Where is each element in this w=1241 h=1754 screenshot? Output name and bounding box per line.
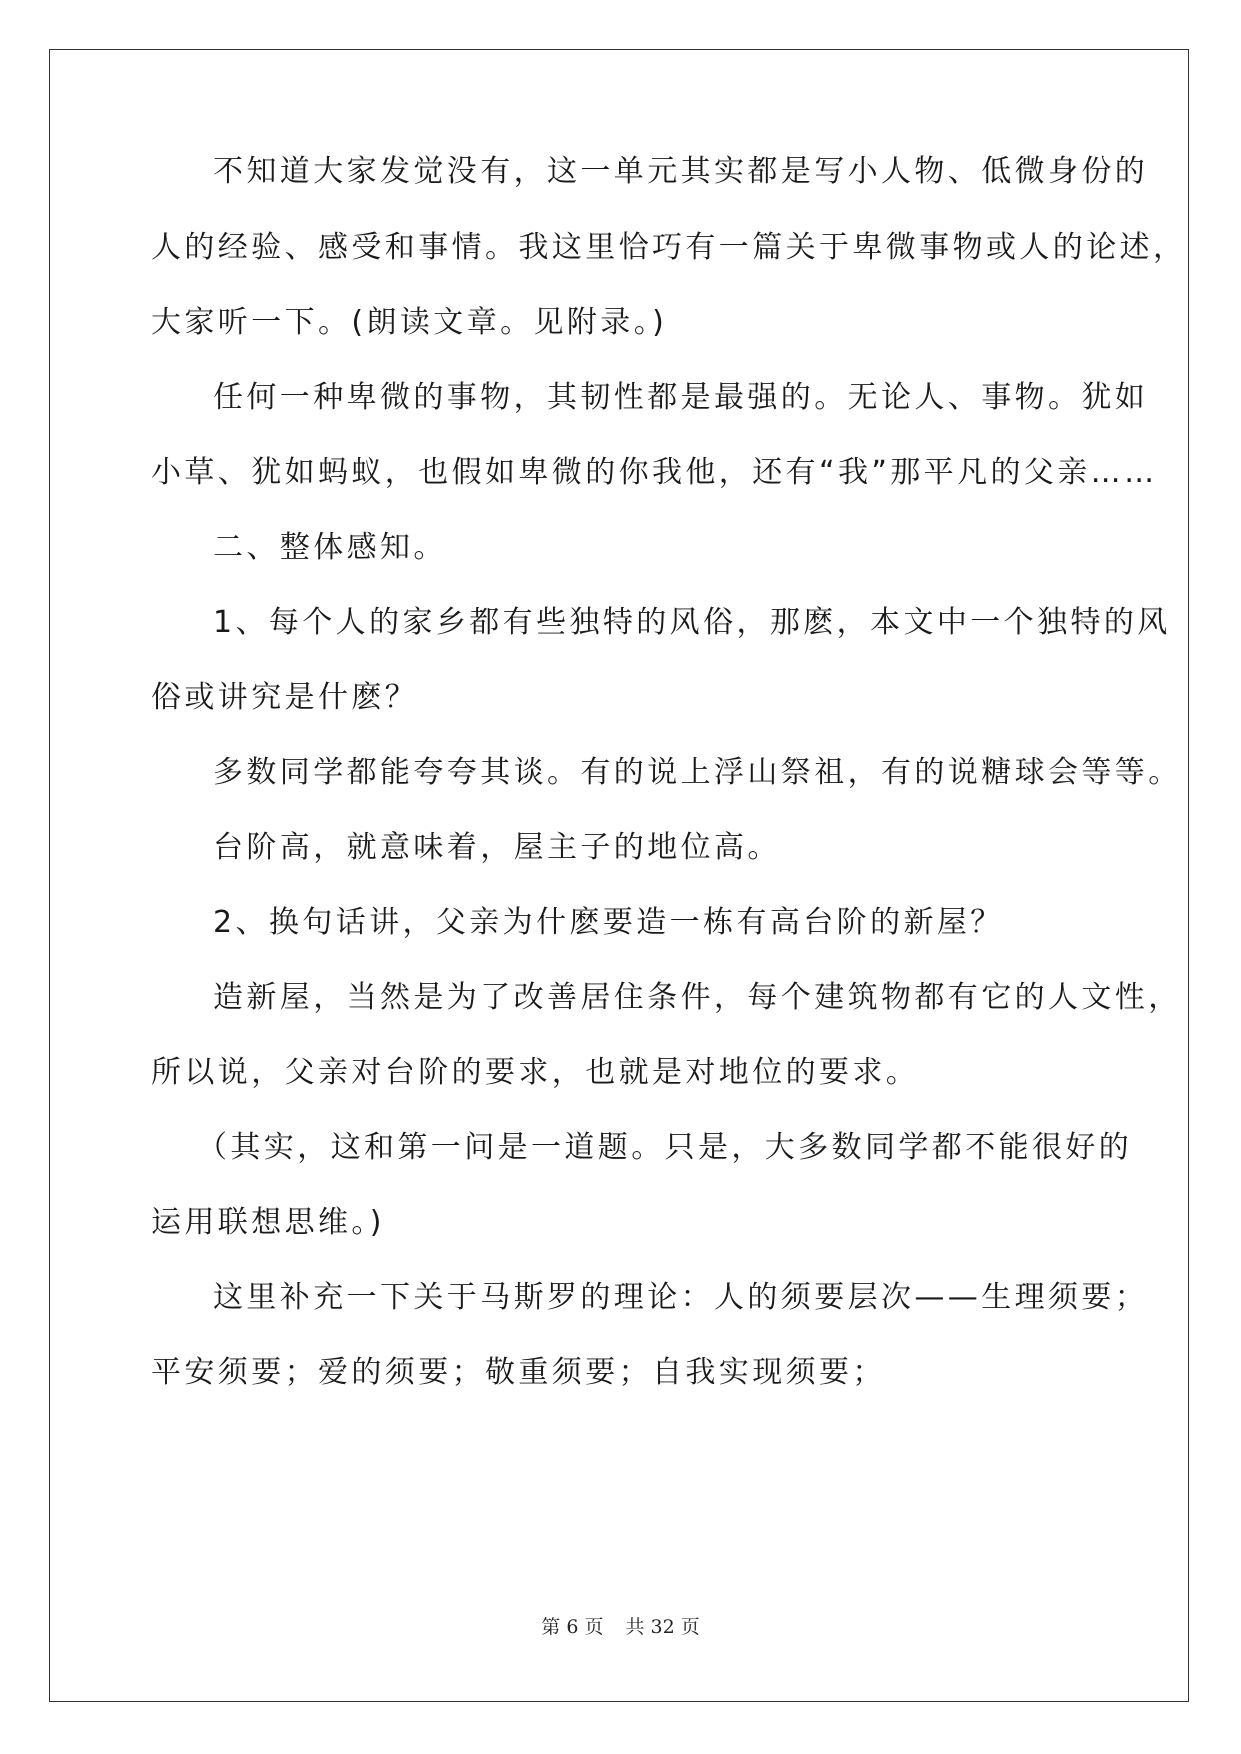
text-line: 俗或讲究是什麽？ [151, 680, 419, 715]
page-footer [0, 1615, 1241, 1639]
text-line: 造新屋，当然是为了改善居住条件，每个建筑物都有它的人文性， [213, 980, 1182, 1015]
page-total: 共 32 页 [625, 1616, 700, 1638]
text-line: 台阶高，就意味着，屋主子的地位高。 [213, 830, 781, 865]
page-border [49, 49, 1189, 1702]
text-line: 不知道大家发觉没有，这一单元其实都是写小人物、低微身份的 [213, 154, 1149, 189]
text-line: 这里补充一下关于马斯罗的理论：人的须要层次——生理须要； [213, 1280, 1149, 1315]
text-line: 人的经验、感受和事情。我这里恰巧有一篇关于卑微事物或人的论述， [151, 230, 1187, 265]
text-line: 多数同学都能夸夸其谈。有的说上浮山祭祖，有的说糖球会等等。 [213, 755, 1182, 790]
text-line: 2、换句话讲，父亲为什麽要造一栋有高台阶的新屋？ [213, 905, 1004, 940]
text-line: 运用联想思维。) [151, 1205, 385, 1240]
page-number: 第 6 页 [541, 1616, 604, 1638]
text-line: 1、每个人的家乡都有些独特的风俗，那麽，本文中一个独特的风 [213, 605, 1171, 640]
text-line: 平安须要；爱的须要；敬重须要；自我实现须要； [151, 1355, 886, 1390]
text-line: 小草、犹如蚂蚁，也假如卑微的你我他，还有“我”那平凡的父亲…… [151, 455, 1158, 490]
text-line: 任何一种卑微的事物，其韧性都是最强的。无论人、事物。犹如 [213, 380, 1149, 415]
text-line: （其实，这和第一问是一道题。只是，大多数同学都不能很好的 [197, 1130, 1133, 1165]
section-heading: 二、整体感知。 [213, 530, 447, 565]
text-line: 大家听一下。(朗读文章。见附录。) [151, 305, 668, 340]
text-line: 所以说，父亲对台阶的要求，也就是对地位的要求。 [151, 1055, 920, 1090]
